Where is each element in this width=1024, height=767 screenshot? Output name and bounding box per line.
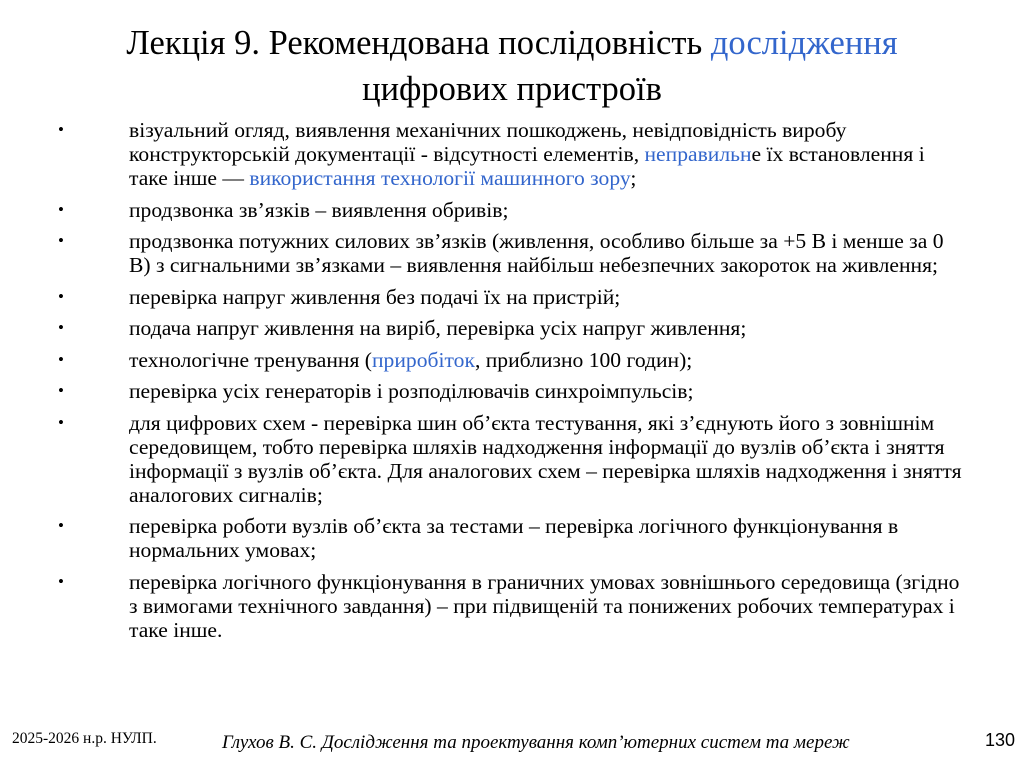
bullet-8-text: для цифрових схем - перевірка шин об’єкта тестування, які з’єднують його з зовнішнім середовищем, тобто перевірка шляхів надходження інформації до вузлів об’єкта і зняття інформації з вузлів об’єкта. Для аналогових схем – перевірка шляхів надходження і зняття аналогових сигналів;: [129, 410, 962, 507]
footer-date: 2025-2026 н.р. НУЛП.: [12, 730, 157, 747]
bullet-9-text: перевірка роботи вузлів об’єкта за тестами – перевірка логічного функціонування в нормальних умовах;: [129, 514, 899, 562]
bullet-list: [58, 118, 968, 649]
slide-title: [40, 20, 984, 112]
bullet-item-10: [58, 570, 968, 642]
bullet-1-link-b[interactable]: використання технології машинного зору: [249, 166, 631, 190]
bullet-icon: •: [58, 381, 64, 400]
page-number: 130: [984, 730, 1015, 750]
bullet-1-link-a[interactable]: неправильн: [644, 142, 752, 166]
bullet-item-5: [58, 316, 968, 340]
bullet-item-3: [58, 229, 968, 277]
bullet-1-text-a: візуальний огляд, виявлення механічних пошкоджень, невідповідність виробу конструкторській документації - відсутності елементів,: [129, 118, 847, 166]
bullet-10-text: перевірка логічного функціонування в граничних умовах зовнішнього середовища (згідно з вимогами технічного завдання) – при підвищеній та понижених робочих температурах і таке інше.: [129, 569, 960, 642]
bullet-icon: •: [58, 318, 64, 337]
bullet-icon: •: [58, 286, 64, 306]
bullet-icon: •: [58, 120, 64, 139]
bullet-item-7: [58, 379, 968, 403]
bullet-item-9: [58, 514, 968, 562]
bullet-6-text-a: технологічне тренування (: [129, 347, 372, 372]
bullet-4-text: перевірка напруг живлення без подачі їх на пристрій;: [129, 284, 621, 309]
bullet-3-text: продзвонка потужних силових зв’язків (живлення, особливо більше за +5 В і менше за 0 В) з сигнальними зв’язками – виявлення найбільш небезпечних закороток на живлення;: [129, 229, 944, 277]
footer-author-course: Глухов В. С. Дослідження та проектування комп’ютерних систем та мереж: [222, 732, 850, 753]
bullet-icon: •: [58, 516, 64, 535]
bullet-7-text: перевірка усіх генераторів і розподілювачів синхроімпульсів;: [129, 379, 694, 403]
bullet-icon: •: [58, 571, 64, 591]
bullet-item-1: [58, 118, 968, 190]
bullet-1-text-c: ;: [630, 166, 637, 190]
slide-title-link[interactable]: дослідження: [710, 24, 898, 62]
bullet-icon: •: [58, 231, 64, 250]
bullet-item-8: [58, 411, 968, 507]
bullet-item-4: [58, 285, 968, 309]
bullet-icon: •: [58, 349, 64, 369]
bullet-item-6: [58, 348, 968, 372]
bullet-6-link-a[interactable]: приробіток: [372, 347, 475, 372]
slide-title-line2: цифрових пристроїв: [362, 70, 662, 108]
bullet-icon: •: [58, 412, 64, 432]
bullet-item-2: [58, 198, 968, 222]
bullet-6-text-b: , приблизно 100 годин);: [474, 347, 693, 372]
slide-title-main: Лекція 9. Рекомендована послідовність: [126, 24, 711, 62]
bullet-1-text-b: е їх встановлення і таке інше —: [129, 142, 925, 190]
bullet-2-text: продзвонка зв’язків – виявлення обривів;: [129, 197, 509, 222]
bullet-5-text: подача напруг живлення на виріб, перевірка усіх напруг живлення;: [129, 316, 747, 340]
bullet-icon: •: [58, 199, 64, 219]
